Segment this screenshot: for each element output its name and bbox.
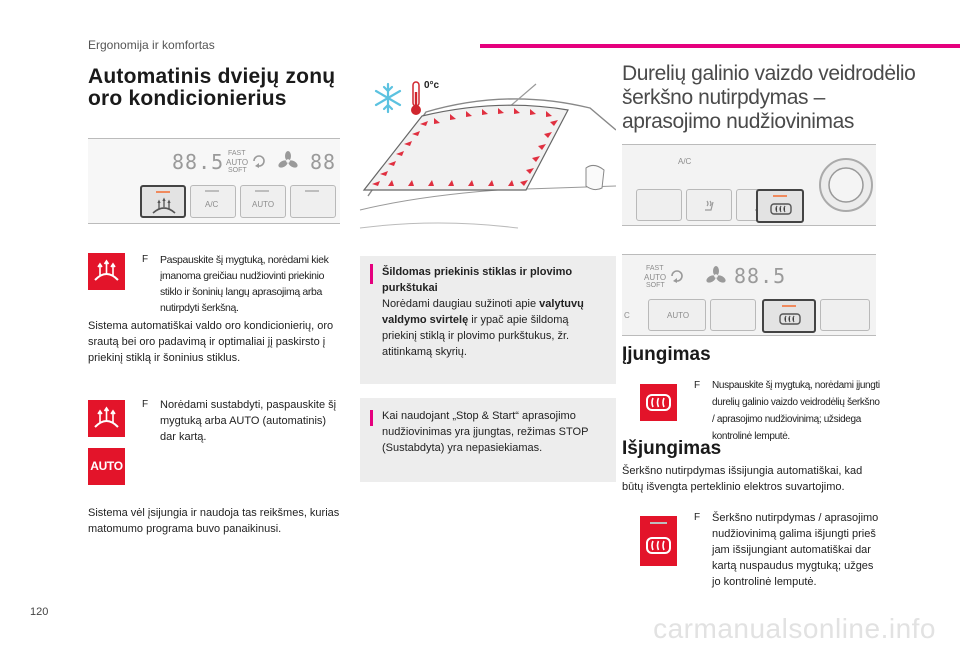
extra-button-panel[interactable] [290,185,336,218]
climate-panel-left [88,138,340,224]
watermark: carmanualsonline.info [653,613,936,644]
recirculation-icon [668,267,686,285]
page-title-right: Durelių galinio vaizdo veidrodėlio šerkšno nutirpdymas – aprasojimo nudžiovinimas [622,62,916,133]
seat-heat-icon [701,198,717,214]
para-restore: Sistema vėl įsijungia ir naudoja tas reikšmes, kurias matomumo programa buvo panaikinusi. [88,507,340,535]
mirror-defrost-on-icon [640,384,677,421]
defrost-stop-icon [88,400,125,437]
bullet-symbol: F [142,254,148,265]
bullet-symbol: F [694,512,701,523]
soft-label-right: SOFT [646,282,665,289]
info-heated-title: Šildomas priekinis stiklas ir plovimo purkštukai [382,266,573,294]
rear-defrost-icon [778,313,802,327]
auto-button-label: AUTO [252,200,275,209]
bullet-max-defrost [142,252,342,316]
header-accent-rule [480,44,960,48]
mirror-defrost-led-top [773,195,787,197]
fan-icon [706,266,726,286]
info-stop-start [360,398,616,482]
max-defrost-button-panel[interactable] [140,185,186,218]
climate-panel-right-bottom [622,254,876,336]
bullet-mirror-off-text: Šerkšno nutirpdymas / aprasojimo nudžiovinimą galima išjungti prieš jam išsijungiant automatiškai dar kartą nuspaudus mygtuką; užges jo kontrolinė lemputė. [712,512,879,588]
temp-display-right-panel: 88.5 [734,264,787,288]
auto-label: AUTO [226,158,249,167]
section-header: Ergonomija ir komfortas [88,38,215,52]
ac-label-top: A/C [678,157,692,166]
fan-icon [278,151,298,171]
ac-button-label: A/C [205,200,219,209]
auto-button-panel[interactable] [240,185,286,218]
blank-button-right[interactable] [710,299,756,331]
heading-activation: Įjungimas [622,344,711,365]
temp-display-right: 88 [310,150,337,174]
fast-label-right: FAST [646,265,664,272]
climate-panel-right-top [622,144,876,226]
seat-heat-button[interactable] [686,189,732,221]
extra-led [305,190,319,192]
info-accent-bar [370,264,373,284]
info-heated-bold: valytuvų valdymo svirtelę [382,298,584,326]
fast-label: FAST [228,150,246,157]
page-title-left: Automatinis dviejų zonų oro kondicionierius [88,65,336,110]
seat-button-left[interactable] [636,189,682,221]
bullet-mirror-on [694,377,884,445]
para-auto-off: Šerkšno nutirpdymas išsijungia automatiškai, kad būtų išvengta perteklinio elektros suvartojimo. [622,465,863,493]
windscreen-defrost-icon [151,197,177,215]
bullet-symbol: F [142,399,149,410]
mirror-defrost-button-panel-top[interactable] [756,189,804,223]
rear-defrost-icon [769,203,793,217]
control-knob[interactable] [816,155,876,215]
mirror-defrost-button-panel-bottom[interactable] [762,299,816,333]
bullet-max-defrost-text: Paspauskite šį mygtuką, norėdami kiek įmanoma greičiau nudžiovinti priekinio stiklo ir šoninių langų aprasojimą arba nutirpdyti šerkšną. [160,254,329,314]
auto-button-right-label: AUTO [667,311,690,320]
mirror-defrost-off-icon [640,516,677,566]
para-auto-control: Sistema automatiškai valdo oro kondicionierių, oro srautą bei oro padavimą ir optimaliai jį paskirsto į priekinį stiklą ir šoninius stiklus. [88,320,334,364]
auto-button-right[interactable] [648,299,706,331]
info-stop-start-text: Kai naudojant „Stop & Start“ aprasojimo nudžiovinimas yra įjungtas, režimas STOP (Sustabdyta) yra nepasiekiamas. [382,410,589,454]
temperature-label: 0°c [424,80,440,91]
auto-led [255,190,269,192]
mirror-defrost-led-bottom [782,305,796,307]
ac-button-panel[interactable] [190,185,236,218]
info-heated-text1: Norėdami daugiau sužinoti apie [382,298,540,310]
max-defrost-icon [88,253,125,290]
info-accent-bar [370,410,373,426]
heading-deactivation: Išjungimas [622,438,722,459]
info-heated-text2: ir ypač apie šildomą priekinį stiklą ir plovimo purkštukus, žr. atitinkamą skyrių. [382,314,570,358]
page-number: 120 [30,606,49,618]
defrost-led [156,191,170,193]
auto-label-right: AUTO [644,273,667,282]
c-button-label: C [624,311,630,320]
bullet-stop-text: Norėdami sustabdyti, paspauskite šį mygtuką arba AUTO (automatinis) dar kartą. [160,399,337,443]
blank-button-right-2[interactable] [820,299,870,331]
ac-led [205,190,219,192]
temp-display-left: 88.5 [172,150,225,174]
info-heated-windscreen-content [382,264,606,360]
auto-icon: AUTO [88,448,125,485]
bullet-stop [142,397,342,445]
recirculation-icon [250,152,268,170]
bullet-mirror-off [694,510,884,590]
soft-label: SOFT [228,167,247,174]
info-heated-windscreen [360,256,616,384]
bullet-symbol: F [694,380,700,391]
bullet-mirror-on-text: Nuspauskite šį mygtuką, norėdami įjungti durelių galinio vaizdo veidrodėlių šerkšno / aprasojimo nudžiovinimą; užsidega kontrolinė lemputė. [712,380,880,442]
windscreen-illustration [358,78,616,252]
